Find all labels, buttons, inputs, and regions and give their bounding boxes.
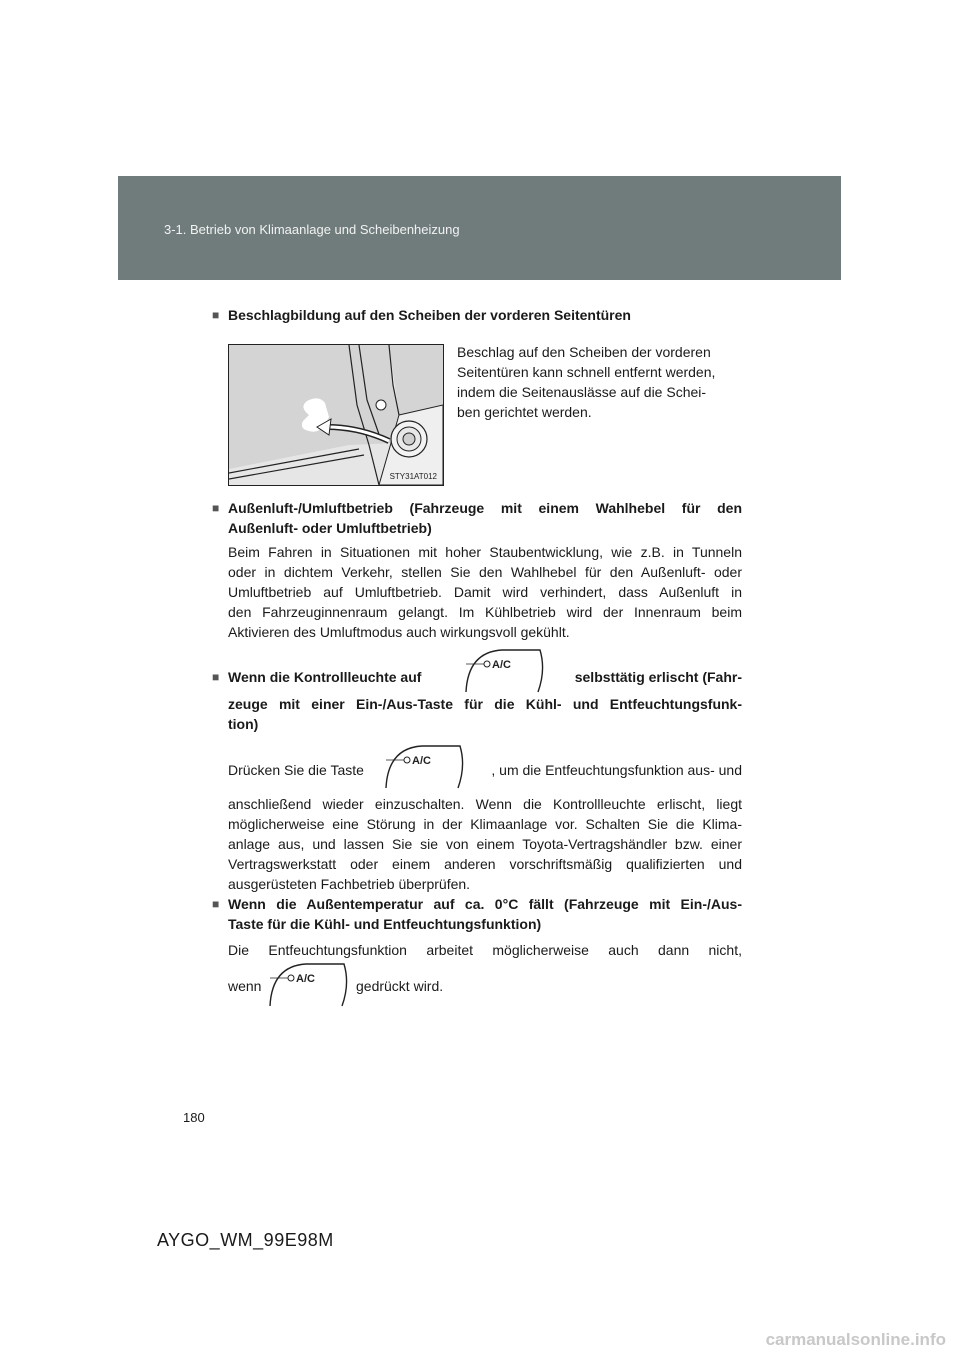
- vent-diagram-icon: [229, 345, 443, 485]
- text-segment: gedrückt wird.: [356, 978, 444, 994]
- text-line: ben gerichtet werden.: [457, 404, 592, 420]
- text-line: Die Entfeuchtungsfunktion arbeitet möglicherweise auch dann nicht,: [228, 942, 742, 958]
- text-line: Beim Fahren in Situationen mit hoher Staubentwicklung, wie z.B. in Tunneln: [228, 544, 742, 560]
- ac-button-icon: [382, 744, 466, 790]
- heading-text: selbsttätig erlischt (Fahr-: [574, 669, 742, 685]
- low-temperature-text: [228, 940, 742, 960]
- text-line: Umluftbetrieb auf Umluftbetrieb. Damit wird verhindert, dass Außenluft in: [228, 584, 742, 600]
- text-line: anschließend wieder einzuschalten. Wenn die Kontrollleuchte erlischt, liegt: [228, 796, 742, 812]
- text-line: Vertragswerkstatt oder einem anderen vorschriftsmäßig qualifizierten und: [228, 856, 742, 872]
- text-line: Beschlag auf den Scheiben der vorderen: [457, 344, 711, 360]
- ac-button-label: A/C: [296, 973, 315, 985]
- heading-line: Außenluft- oder Umluftbetrieb): [228, 520, 432, 536]
- text-line: anlage aus, und lassen Sie sie von einem Toyota-Vertragshändler bzw. einer: [228, 836, 742, 852]
- text-line: ausgerüsteten Fachbetrieb überprüfen.: [228, 876, 471, 892]
- heading-line: zeuge mit einer Ein-/Aus-Taste für die Kühl- und Entfeuchtungsfunk-: [228, 696, 742, 712]
- text-line: indem die Seitenauslässe auf die Schei-: [457, 384, 707, 400]
- text-segment: Drücken Sie die Taste: [228, 762, 364, 778]
- heading-side-window-fog: [212, 305, 631, 325]
- text-line: oder in dichtem Verkehr, stellen Sie den Wahlhebel für den Außenluft- oder: [228, 564, 742, 580]
- text-segment: , um die Entfeuchtungsfunktion aus- und: [491, 762, 742, 778]
- text-line: den Fahrzeuginnenraum gelangt. Im Kühlbetrieb wird der Innenraum beim: [228, 604, 742, 620]
- square-bullet-icon: ■: [212, 308, 220, 322]
- text-line: Aktivieren des Umluftmodus auch wirkungsvoll gekühlt.: [228, 624, 570, 640]
- heading-low-temperature: [212, 894, 742, 934]
- square-bullet-icon: ■: [212, 897, 220, 911]
- when-pressed-line: [228, 976, 261, 996]
- page-number: 180: [183, 1110, 205, 1125]
- ac-button-icon: [462, 648, 546, 694]
- section-header-bar: [118, 176, 841, 280]
- side-vent-illustration: [228, 344, 444, 486]
- watermark: carmanualsonline.info: [765, 1330, 946, 1349]
- heading-recirculation: [212, 498, 742, 538]
- text-line: möglicherweise eine Störung in der Klimaanlage vor. Schalten Sie die Klima-: [228, 816, 742, 832]
- recirculation-text: [228, 542, 742, 642]
- text-line: Seitentüren kann schnell entfernt werden,: [457, 364, 716, 380]
- heading-line: Taste für die Kühl- und Entfeuchtungsfunktion): [228, 916, 542, 932]
- document-code: AYGO_WM_99E98M: [157, 1230, 334, 1250]
- side-fog-text: [457, 342, 741, 422]
- figure-code: STY31AT012: [389, 472, 437, 481]
- heading-text: Beschlagbildung auf den Scheiben der vorderen Seitentüren: [228, 307, 631, 323]
- section-title: 3-1. Betrieb von Klimaanlage und Scheibenheizung: [164, 222, 460, 237]
- square-bullet-icon: ■: [212, 670, 220, 684]
- ac-button-label: A/C: [412, 755, 431, 767]
- heading-line: Wenn die Außentemperatur auf ca. 0°C fällt (Fahrzeuge mit Ein-/Aus-: [228, 896, 742, 912]
- when-pressed-line-end: [356, 976, 443, 996]
- heading-text: Wenn die Kontrollleuchte auf: [228, 669, 422, 685]
- ac-button-icon: [266, 962, 350, 1008]
- text-segment: wenn: [228, 978, 262, 994]
- heading-line: Außenluft-/Umluftbetrieb (Fahrzeuge mit einem Wahlhebel für den: [228, 500, 742, 516]
- heading-indicator-off-cont: [228, 694, 742, 734]
- indicator-off-text: [228, 794, 742, 894]
- heading-line: tion): [228, 716, 259, 732]
- square-bullet-icon: ■: [212, 501, 220, 515]
- ac-button-label: A/C: [492, 659, 511, 671]
